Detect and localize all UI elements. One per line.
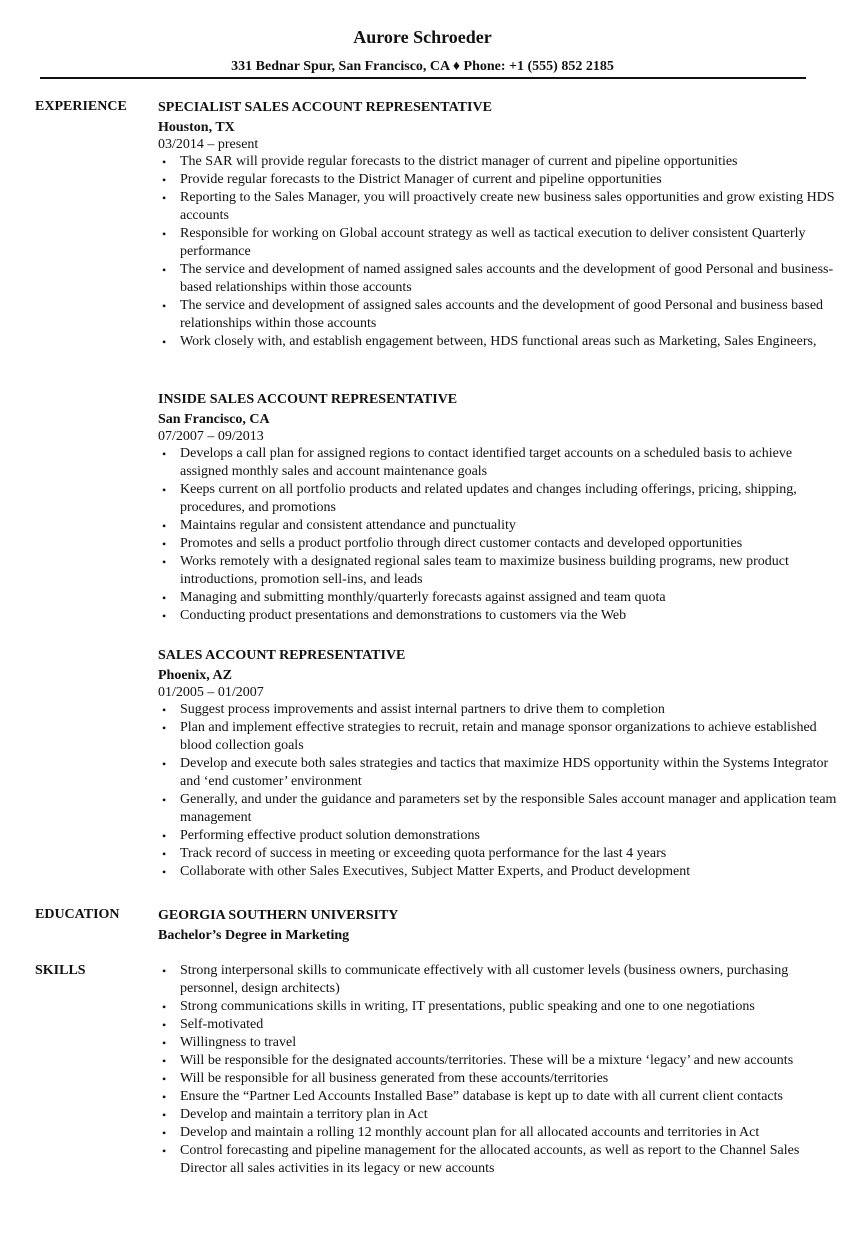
bullet-icon: • bbox=[162, 227, 167, 241]
bullet-icon: • bbox=[162, 299, 167, 313]
bullet-icon: • bbox=[162, 1090, 167, 1104]
list-item: • Strong communications skills in writing, IT presentations, public speaking and one to one negotiations bbox=[162, 999, 755, 1014]
list-item: • Provide regular forecasts to the District Manager of current and pipeline opportunities bbox=[162, 172, 662, 187]
bullet-icon: • bbox=[162, 191, 167, 205]
list-item: • Plan and implement effective strategies to recruit, retain and manage sponsor organizations to achieve established blood collection goals bbox=[162, 720, 817, 753]
list-item: • Managing and submitting monthly/quarterly forecasts against assigned and team quota bbox=[162, 590, 666, 605]
list-item: • Develop and maintain a rolling 12 monthly account plan for all allocated accounts and territories in Act bbox=[162, 1125, 760, 1140]
bullet-icon: • bbox=[162, 591, 167, 605]
job-entry bbox=[158, 99, 838, 351]
job-dates: 03/2014 – present bbox=[158, 137, 259, 152]
bullet-icon: • bbox=[162, 263, 167, 277]
bullet-icon: • bbox=[162, 447, 167, 461]
list-item: • Maintains regular and consistent attendance and punctuality bbox=[162, 518, 516, 533]
bullet-icon: • bbox=[162, 519, 167, 533]
bullet-icon: • bbox=[162, 1126, 167, 1140]
skills-entry bbox=[158, 962, 838, 1178]
job-bullets bbox=[158, 153, 838, 351]
list-item: • Collaborate with other Sales Executives, Subject Matter Experts, and Product development bbox=[162, 864, 691, 879]
list-item: • Develop and maintain a territory plan in Act bbox=[162, 1107, 428, 1122]
list-item: • Track record of success in meeting or exceeding quota performance for the last 4 years bbox=[162, 846, 667, 861]
list-item: • Performing effective product solution demonstrations bbox=[162, 828, 480, 843]
list-item: • Self-motivated bbox=[162, 1017, 264, 1032]
list-item: • Work closely with, and establish engagement between, HDS functional areas such as Marketing, Sales Engineers, bbox=[162, 334, 817, 349]
list-item: • Responsible for working on Global account strategy as well as tactical execution to deliver consistent Quarterly performance bbox=[162, 226, 806, 259]
bullet-icon: • bbox=[162, 1144, 167, 1158]
bullet-icon: • bbox=[162, 1000, 167, 1014]
contact-line: 331 Bednar Spur, San Francisco, CA ♦ Phone: +1 (555) 852 2185 bbox=[231, 59, 614, 74]
bullet-icon: • bbox=[162, 964, 167, 978]
list-item: • Ensure the “Partner Led Accounts Installed Base” database is kept up to date with all current client contacts bbox=[162, 1089, 783, 1104]
list-item: • The service and development of named assigned sales accounts and the development of good Personal and business-based relationships within those accounts bbox=[162, 262, 834, 295]
bullet-icon: • bbox=[162, 1072, 167, 1086]
education-entry bbox=[158, 907, 838, 945]
list-item: • Suggest process improvements and assist internal partners to drive them to completion bbox=[162, 702, 665, 717]
list-item: • Will be responsible for the designated accounts/territories. These will be a mixture ‘legacy’ and new accounts bbox=[162, 1053, 794, 1068]
section-label-experience: EXPERIENCE bbox=[35, 99, 127, 114]
header-divider bbox=[40, 77, 806, 79]
list-item: • The service and development of assigned sales accounts and the development of good Personal and business based relationships within those accounts bbox=[162, 298, 824, 331]
bullet-icon: • bbox=[162, 703, 167, 717]
skills-list bbox=[158, 962, 838, 1178]
list-item: • Will be responsible for all business generated from these accounts/territories bbox=[162, 1071, 609, 1086]
job-dates: 07/2007 – 09/2013 bbox=[158, 429, 264, 444]
job-title: SPECIALIST SALES ACCOUNT REPRESENTATIVE bbox=[158, 100, 492, 115]
job-title: SALES ACCOUNT REPRESENTATIVE bbox=[158, 648, 406, 663]
job-dates: 01/2005 – 01/2007 bbox=[158, 685, 264, 700]
list-item: • Promotes and sells a product portfolio through direct customer contacts and developed opportunities bbox=[162, 536, 743, 551]
school-name: GEORGIA SOUTHERN UNIVERSITY bbox=[158, 908, 399, 923]
bullet-icon: • bbox=[162, 609, 167, 623]
list-item: • Keeps current on all portfolio products and related updates and changes including offerings, pricing, shipping, procedures, and promotions bbox=[162, 482, 797, 515]
list-item: • Willingness to travel bbox=[162, 1035, 297, 1050]
bullet-icon: • bbox=[162, 1054, 167, 1068]
bullet-icon: • bbox=[162, 1036, 167, 1050]
job-entry bbox=[158, 647, 838, 881]
job-location: Phoenix, AZ bbox=[158, 668, 232, 683]
bullet-icon: • bbox=[162, 1108, 167, 1122]
list-item: • Control forecasting and pipeline management for the allocated accounts, as well as report to the Channel Sales Director all sales activities in its legacy or new accounts bbox=[162, 1143, 800, 1176]
bullet-icon: • bbox=[162, 335, 167, 349]
job-bullets bbox=[158, 701, 838, 881]
bullet-icon: • bbox=[162, 847, 167, 861]
bullet-icon: • bbox=[162, 1018, 167, 1032]
list-item: • Develops a call plan for assigned regions to contact identified target accounts on a scheduled basis to achieve assigned monthly sales and account maintenance goals bbox=[162, 446, 793, 479]
bullet-icon: • bbox=[162, 555, 167, 569]
list-item: • Generally, and under the guidance and parameters set by the responsible Sales account manager and application team management bbox=[162, 792, 837, 825]
job-title: INSIDE SALES ACCOUNT REPRESENTATIVE bbox=[158, 392, 458, 407]
job-location: San Francisco, CA bbox=[158, 412, 270, 427]
bullet-icon: • bbox=[162, 173, 167, 187]
section-label-skills: SKILLS bbox=[35, 963, 86, 978]
list-item: • Reporting to the Sales Manager, you will proactively create new business sales opportunities and grow existing HDS accounts bbox=[162, 190, 835, 223]
list-item: • Strong interpersonal skills to communicate effectively with all customer levels (business owners, purchasing personnel, design architects) bbox=[162, 963, 789, 996]
bullet-icon: • bbox=[162, 865, 167, 879]
bullet-icon: • bbox=[162, 793, 167, 807]
job-location: Houston, TX bbox=[158, 120, 235, 135]
list-item: • Develop and execute both sales strategies and tactics that maximize HDS opportunity within the Systems Integrator and ‘end customer’ environment bbox=[162, 756, 829, 789]
section-label-education: EDUCATION bbox=[35, 907, 120, 922]
bullet-icon: • bbox=[162, 537, 167, 551]
list-item: • The SAR will provide regular forecasts to the district manager of current and pipeline opportunities bbox=[162, 154, 738, 169]
bullet-icon: • bbox=[162, 721, 167, 735]
degree: Bachelor’s Degree in Marketing bbox=[158, 928, 350, 943]
bullet-icon: • bbox=[162, 757, 167, 771]
bullet-icon: • bbox=[162, 155, 167, 169]
list-item: • Conducting product presentations and demonstrations to customers via the Web bbox=[162, 608, 627, 623]
job-entry bbox=[158, 391, 838, 625]
job-bullets bbox=[158, 445, 838, 625]
bullet-icon: • bbox=[162, 483, 167, 497]
resume-name: Aurore Schroeder bbox=[353, 27, 492, 47]
bullet-icon: • bbox=[162, 829, 167, 843]
list-item: • Works remotely with a designated regional sales team to maximize business building programs, new product introductions, promotion sell-ins, and leads bbox=[162, 554, 789, 587]
